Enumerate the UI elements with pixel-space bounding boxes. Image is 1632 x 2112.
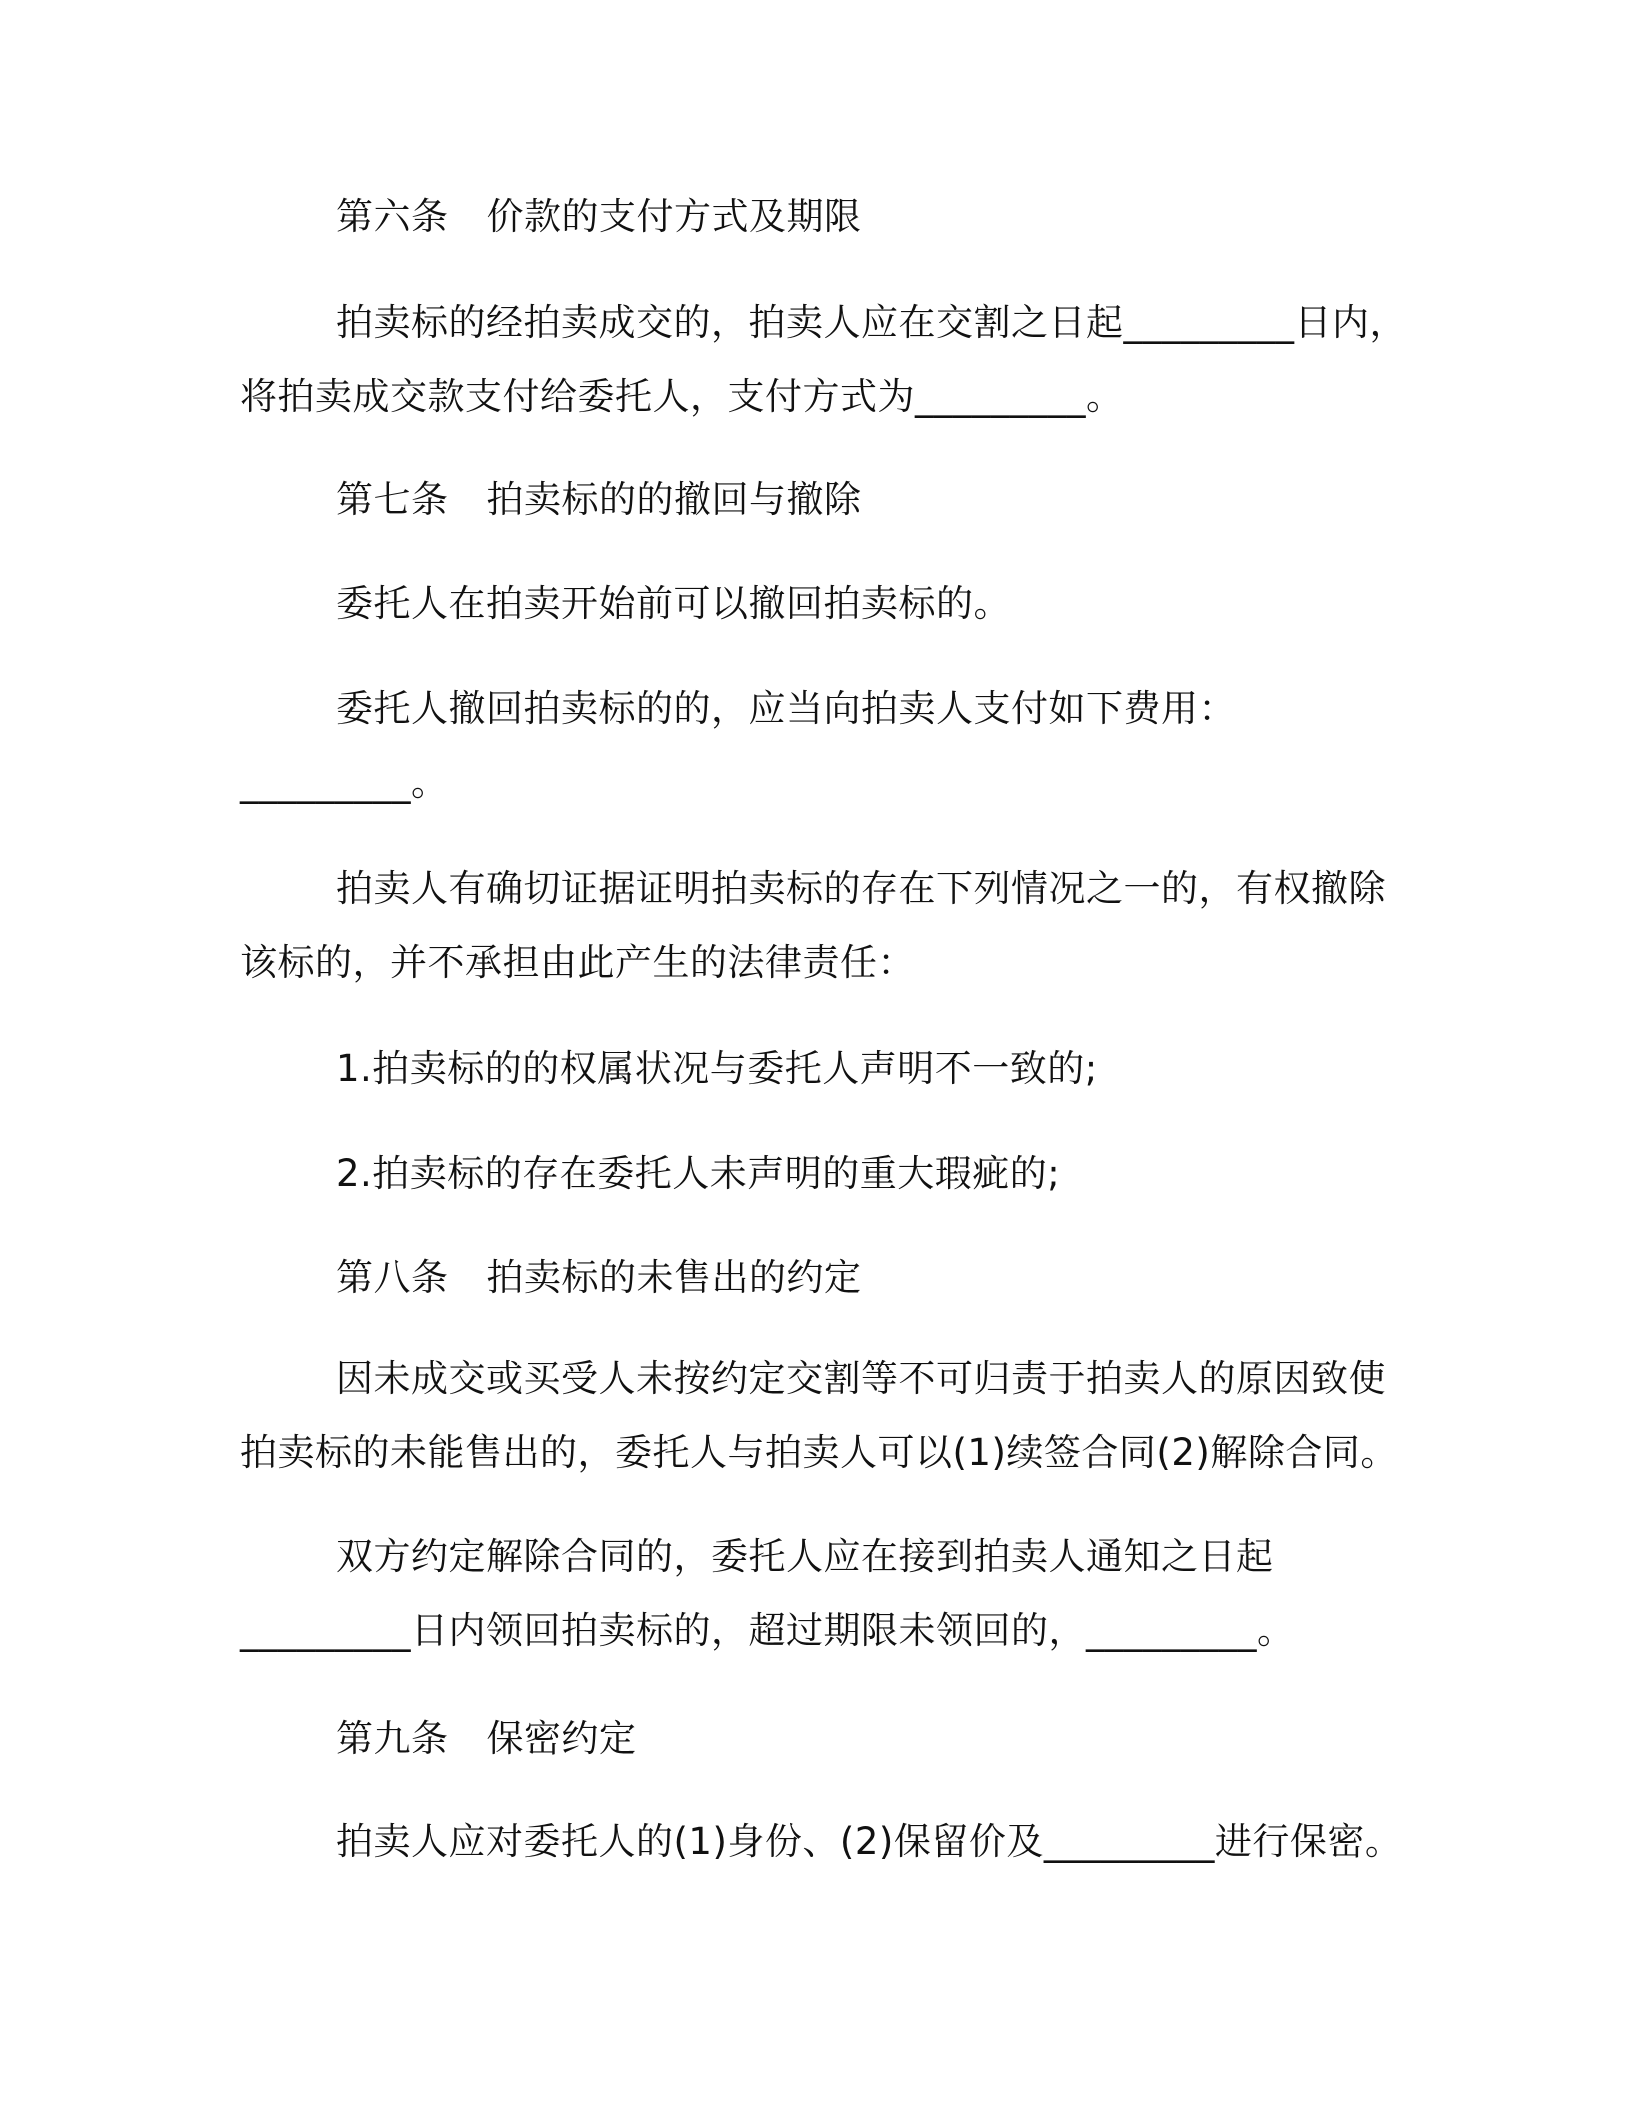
article-9-paragraph-1 [240, 1805, 1460, 1879]
paragraph-line: 拍卖标的经拍卖成交的，拍卖人应在交割之日起_________日内， [336, 301, 1407, 344]
article-number: 第八条 [336, 1256, 449, 1299]
article-number: 第九条 [336, 1717, 449, 1760]
article-title: 保密约定 [486, 1717, 637, 1760]
article-number: 第七条 [336, 478, 449, 521]
list-item: 1.拍卖标的的权属状况与委托人声明不一致的; [336, 1047, 1098, 1090]
paragraph-line: _________日内领回拍卖标的，超过期限未领回的，_________。 [240, 1609, 1295, 1652]
article-number: 第六条 [336, 195, 449, 238]
article-8-paragraph-1 [240, 1342, 1460, 1490]
article-7-paragraph-2 [240, 672, 1460, 820]
paragraph-line: 拍卖标的未能售出的，委托人与拍卖人可以(1)续签合同(2)解除合同。 [240, 1431, 1398, 1474]
paragraph-line: _________。 [240, 761, 449, 804]
article-title: 价款的支付方式及期限 [486, 195, 862, 238]
article-title: 拍卖标的未售出的约定 [486, 1256, 862, 1299]
article-6-heading [336, 180, 862, 254]
paragraph-line: 委托人撤回拍卖标的的，应当向拍卖人支付如下费用： [336, 687, 1236, 730]
article-7-item-2 [240, 1137, 1460, 1211]
paragraph-line: 委托人在拍卖开始前可以撤回拍卖标的。 [336, 582, 1011, 625]
article-7-paragraph-3 [240, 852, 1460, 1000]
article-8-paragraph-2 [240, 1520, 1460, 1668]
paragraph-line: 双方约定解除合同的，委托人应在接到拍卖人通知之日起 [336, 1535, 1274, 1578]
article-title: 拍卖标的的撤回与撤除 [486, 478, 862, 521]
paragraph-line: 拍卖人应对委托人的(1)身份、(2)保留价及_________进行保密。 [336, 1820, 1403, 1863]
article-7-heading [336, 463, 862, 537]
article-6-paragraph-1 [240, 286, 1460, 434]
paragraph-line: 将拍卖成交款支付给委托人，支付方式为_________。 [240, 375, 1124, 418]
article-7-item-1 [240, 1032, 1460, 1106]
paragraph-line: 因未成交或买受人未按约定交割等不可归责于拍卖人的原因致使 [336, 1357, 1386, 1400]
article-7-paragraph-1 [240, 567, 1460, 641]
paragraph-line: 拍卖人有确切证据证明拍卖标的存在下列情况之一的，有权撤除 [336, 867, 1386, 910]
paragraph-line: 该标的，并不承担由此产生的法律责任： [240, 941, 915, 984]
article-8-heading [336, 1241, 862, 1315]
list-item: 2.拍卖标的存在委托人未声明的重大瑕疵的; [336, 1152, 1061, 1195]
article-9-heading [336, 1702, 637, 1776]
